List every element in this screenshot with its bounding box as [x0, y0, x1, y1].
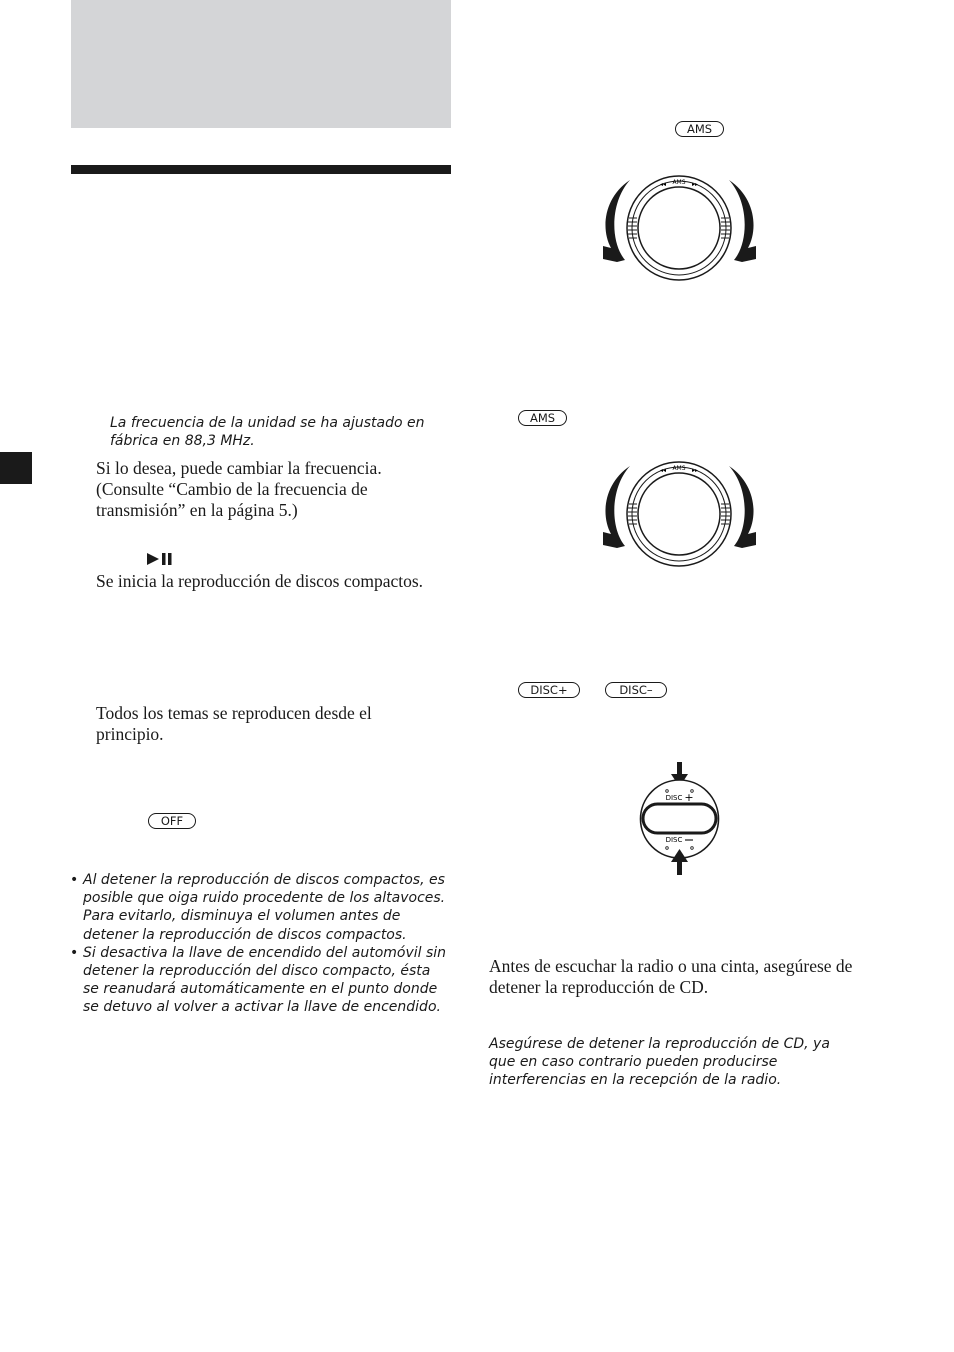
ams-dial-diagram-1 — [597, 172, 762, 284]
svg-text:AMS: AMS — [672, 179, 686, 186]
svg-text:+: + — [684, 791, 694, 804]
svg-text:DISC: DISC — [665, 836, 683, 844]
ams-button-1: AMS — [675, 121, 724, 137]
svg-text:AMS: AMS — [672, 465, 686, 472]
before-listen-text: Antes de escuchar la radio o una cinta, asegúrese de detener la reproducción de CD. — [489, 956, 853, 997]
section-rule — [71, 165, 451, 174]
svg-text:◂◂: ◂◂ — [659, 181, 667, 188]
svg-text:DISC: DISC — [665, 794, 683, 802]
notes-list — [70, 871, 448, 1017]
svg-text:▸▸: ▸▸ — [691, 467, 699, 474]
caution-note: Asegúrese de detener la reproducción de CD, ya que en caso contrario pueden producirse interferencias en la recepción de la radio. — [489, 1036, 830, 1089]
header-gray-block — [71, 0, 451, 128]
ams-button-2: AMS — [518, 410, 567, 426]
rotate-right-arrow-icon — [729, 466, 756, 548]
svg-text:◂◂: ◂◂ — [659, 467, 667, 474]
disc-rocker-diagram — [636, 760, 724, 878]
rotate-left-arrow-icon — [603, 466, 630, 548]
play-start-text: Se inicia la reproducción de discos compactos. — [96, 571, 424, 591]
ams-dial-diagram-2 — [597, 458, 762, 570]
rotate-right-arrow-icon — [729, 180, 756, 262]
svg-text:▸▸: ▸▸ — [691, 181, 699, 188]
note-item: • Si desactiva la llave de encendido del automóvil sin detener la reproducción del disco compacto, ésta se reanudará automáticamente en el punto donde se detuvo al volver a activar la llave de encendido. — [70, 944, 448, 1017]
rotate-left-arrow-icon — [603, 180, 630, 262]
play-pause-icon — [147, 552, 175, 566]
all-tracks-text: Todos los temas se reproducen desde el principio. — [96, 703, 372, 744]
disc-plus-button: DISC+ — [518, 682, 580, 698]
frequency-note: La frecuencia de la unidad se ha ajustado en fábrica en 88,3 MHz. — [110, 415, 425, 450]
edge-index-tab — [0, 452, 32, 484]
note-item: • Al detener la reproducción de discos compactos, es posible que oiga ruido procedente de los altavoces. Para evitarlo, disminuya el volumen antes de detener la reproducción de discos compactos. — [70, 871, 448, 944]
disc-minus-button: DISC– — [605, 682, 667, 698]
off-button: OFF — [148, 813, 196, 829]
change-frequency-text: Si lo desea, puede cambiar la frecuencia. (Consulte “Cambio de la frecuencia de transmisión” en la página 5.) — [96, 458, 382, 520]
